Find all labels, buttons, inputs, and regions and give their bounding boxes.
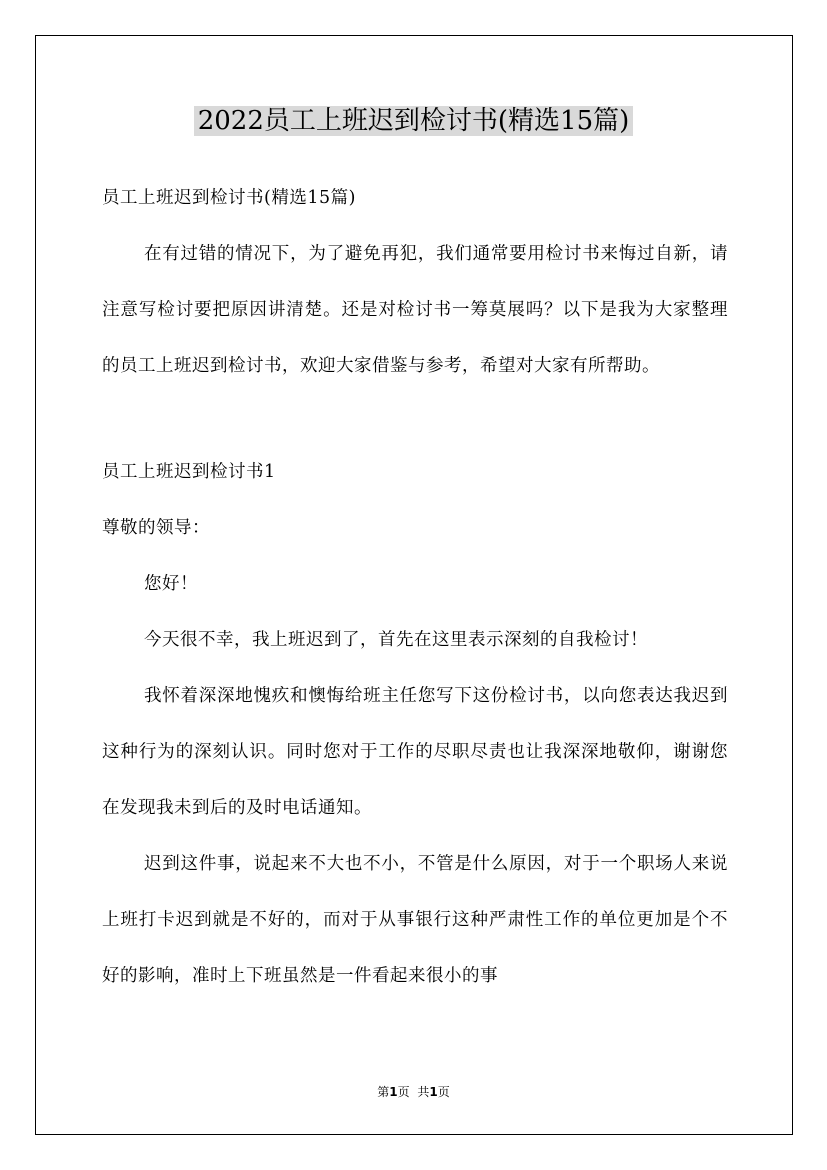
page-suffix: 页 — [397, 1085, 410, 1099]
page-prefix: 第 — [377, 1085, 390, 1099]
greeting: 您好！ — [144, 574, 198, 594]
body-paragraph: 今天很不幸，我上班迟到了，首先在这里表示深刻的自我检讨！ — [144, 630, 648, 650]
total-prefix: 共 — [417, 1085, 430, 1099]
intro-paragraph: 在有过错的情况下，为了避免再犯，我们通常要用检讨书来悔过自新，请注意写检讨要把原因讲清楚。还是对检讨书一筹莫展吗？以下是我为大家整理的员工上班迟到检讨书，欢迎大家借鉴与参考，希望对大家有所帮助。 — [102, 244, 728, 376]
section-spacer — [102, 394, 728, 444]
body-paragraph: 我怀着深深地愧疚和懊悔给班主任您写下这份检讨书，以向您表达我迟到这种行为的深刻认识。同时您对于工作的尽职尽责也让我深深地敬仰，谢谢您在发现我未到后的及时电话通知。 — [102, 686, 728, 818]
total-suffix: 页 — [437, 1085, 450, 1099]
section-title: 员工上班迟到检讨书1 — [102, 462, 276, 482]
page-number: 1 — [389, 1085, 398, 1099]
document-title-text: 2022员工上班迟到检讨书(精选15篇) — [194, 106, 634, 136]
total-pages: 1 — [429, 1085, 438, 1099]
document-subtitle: 员工上班迟到检讨书(精选15篇) — [102, 188, 356, 208]
body-paragraph: 迟到这件事，说起来不大也不小，不管是什么原因，对于一个职场人来说上班打卡迟到就是不好的，而对于从事银行这种严肃性工作的单位更加是个不好的影响，准时上下班虽然是一件看起来很小的事 — [102, 854, 728, 986]
document-body — [102, 170, 728, 1004]
document-title — [0, 98, 827, 144]
page-footer — [0, 1083, 827, 1100]
salutation: 尊敬的领导： — [102, 518, 210, 538]
